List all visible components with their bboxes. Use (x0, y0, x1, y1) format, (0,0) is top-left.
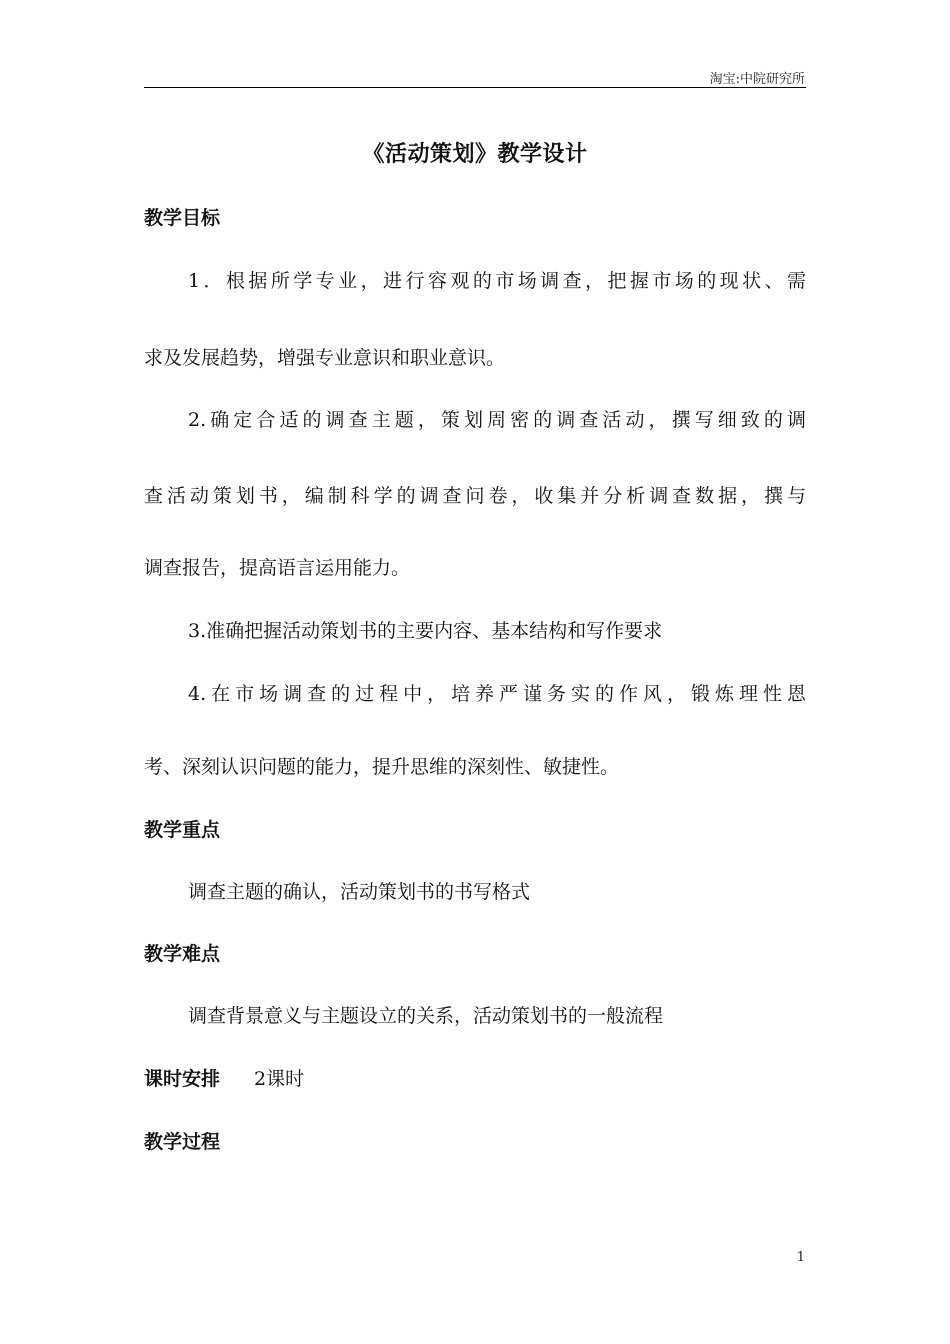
objective-2-line-1: 2.确定合适的调查主题，策划周密的调查活动，撰写细致的调 (188, 409, 806, 431)
objective-2-line-3: 调查报告，提高语言运用能力。 (144, 557, 411, 579)
heading-difficulties: 教学难点 (144, 943, 221, 965)
schedule-label: 课时安排 (144, 1068, 221, 1090)
objective-4-line-1: 4.在市场调查的过程中，培养严谨务实的作风，锻炼理性恩 (188, 683, 806, 705)
heading-objectives: 教学目标 (144, 207, 221, 229)
objective-2-line-2: 查活动策划书，编制科学的调查问卷，收集并分析调查数据，撰与 (144, 485, 806, 507)
objective-3-line-1: 3.准确把握活动策划书的主要内容、基本结构和写作要求 (188, 620, 663, 642)
heading-process: 教学过程 (144, 1131, 221, 1153)
heading-schedule (144, 1064, 304, 1091)
difficulties-text: 调查背景意义与主题设立的关系，活动策划书的一般流程 (188, 1005, 664, 1027)
header-text: 淘宝:中院研究所 (709, 72, 805, 87)
objective-1-line-2: 求及发展趋势，增强专业意识和职业意识。 (144, 347, 506, 369)
heading-key-points: 教学重点 (144, 819, 221, 841)
objective-1-line-1: 1．根据所学专业，进行容观的市场调查，把握市场的现状、需 (188, 270, 806, 292)
header-rule (144, 87, 806, 88)
schedule-value: 2课时 (254, 1068, 305, 1090)
page-number: 1 (796, 1250, 805, 1265)
key-points-text: 调查主题的确认，活动策划书的书写格式 (188, 881, 531, 903)
document-title: 《活动策划》教学设计 (362, 142, 588, 167)
objective-4-line-2: 考、深刻认识问题的能力，提升思维的深刻性、敏捷性。 (144, 756, 620, 778)
